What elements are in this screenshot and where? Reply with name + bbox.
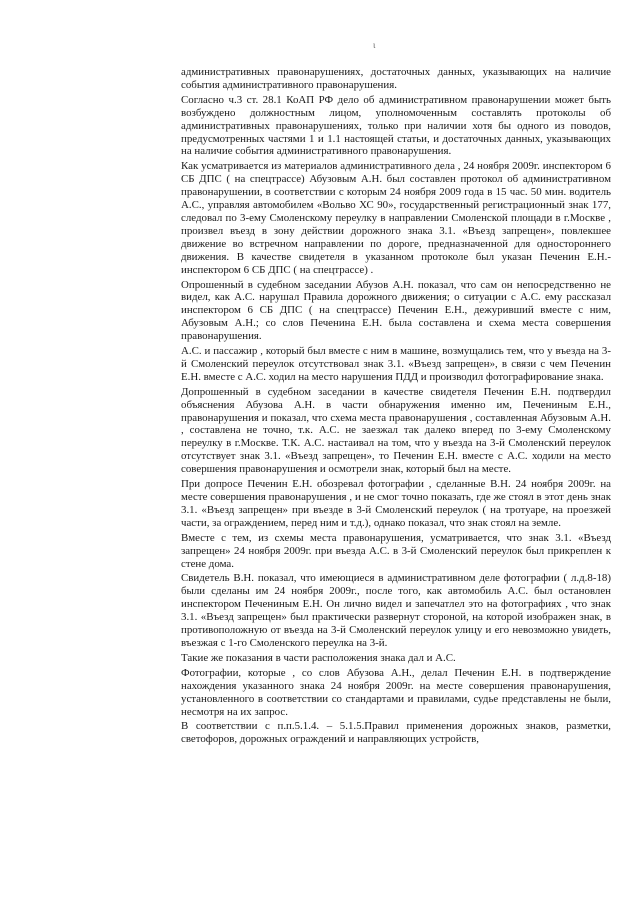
paragraph-9: Свидетель В.Н. показал, что имеющиеся в административном деле фотографии ( л.д.8-18) были сделаны им 24 ноября 2009г., после того, как автомобиль А.С. был остановлен инспектором Печениным Е.Н. Он лично видел и запечатлел это на фотографиях , что знак 3.1. «Въезд запрещен» был практически развернут стороной, на которой изображен знак, в противоположную от въезда на 3-й Смоленский переулок улицу и его невозможно увидеть, въезжая с 1-го Смоленского переулка на 3-й.	[181, 572, 611, 649]
paragraph-10: Такие же показания в части расположения знака дал и А.С.	[181, 651, 456, 664]
paragraph-5: А.С. и пассажир , который был вместе с ним в машине, возмущались тем, что у въезда на 3-й Смоленский переулок отсутствовал знак 3.1. «Въезд запрещен», в связи с чем Печенин Е.Н. вместе с А.С. ходил на место нарушения ПДД и производил фотографирование знака.	[181, 345, 611, 383]
paragraph-4: Опрошенный в судебном заседании Абузов А.Н. показал, что сам он непосредственно не видел, как А.С. нарушал Правила дорожного движения; о ситуации с А.С. ему рассказал инспектором 6 СБ ДПС ( на спецтрассе) Печенин Е.Н., дежуривший вместе с ним, Абузовым А.Н.; со слов Печенина Е.Н. была составлена и схема места совершения правонарушения.	[181, 278, 611, 343]
document-body	[181, 66, 611, 746]
paragraph-1: административных правонарушениях, достаточных данных, указывающих на наличие события административного правонарушения.	[181, 66, 611, 91]
page-mark: ι	[373, 40, 376, 50]
paragraph-8: Вместе с тем, из схемы места правонарушения, усматривается, что знак 3.1. «Въезд запрещен» 24 ноября 2009г. при въезда А.С. в 3-й Смоленский переулок был прикреплен к стене дома.	[181, 531, 611, 570]
paragraph-7: При допросе Печенин Е.Н. обозревал фотографии , сделанные В.Н. 24 ноября 2009г. на месте совершения правонарушения , и не смог точно показать, где же стоял в этот день знак 3.1. «Въезд запрещен» при въезде в 3-й Смоленский переулок ( на тротуаре, на проезжей части, за ограждением, перед ним и т.д.), однако показал, что знак стоял на земле.	[181, 478, 611, 529]
paragraph-3: Как усматривается из материалов административного дела , 24 ноября 2009г. инспектором 6 СБ ДПС ( на спецтрассе) Абузовым А.Н. был составлен протокол об административном правонарушении, в соответствии с которым 24 ноября 2009 года в 15 час. 50 мин. водитель А.С., управляя автомобилем «Вольво ХС 90», государственный регистрационный знак 177, следовал по 3-ему Смоленскому переулку в направлении Смоленской площади в г.Москве , произвел въезд в зону действии дорожного знака 3.1. «Въезд запрещен», повлекшее движение во встречном направлении по дороге, предназначенной для одностороннего движения. В качестве свидетеля в указанном протоколе был указан Печенин Е.Н.- инспектором 6 СБ ДПС ( на спецтрассе) .	[181, 160, 611, 276]
paragraph-12: В соответствии с п.п.5.1.4. – 5.1.5.Правил применения дорожных знаков, разметки, светофоров, дорожных ограждений и направляющих устройств,	[181, 720, 611, 746]
paragraph-2: Согласно ч.3 ст. 28.1 КоАП РФ дело об административном правонарушении может быть возбуждено должностным лицом, уполномоченным составлять протоколы об административных правонарушениях, только при наличии хотя бы одного из поводов, предусмотренных частями 1 и 1.1 настоящей статьи, и достаточных данных, указывающих на наличие события административного правонарушения.	[181, 93, 611, 158]
paragraph-11: Фотографии, которые , со слов Абузова А.Н., делал Печенин Е.Н. в подтверждение нахождения указанного знака 24 ноября 2009г. на месте совершения правонарушения, установленного в соответствии со стандартами и правилами, судье представлены не были, несмотря на их запрос.	[181, 666, 611, 718]
paragraph-6: Допрошенный в судебном заседании в качестве свидетеля Печенин Е.Н. подтвердил объяснения Абузова А.Н. в части обнаружения именно им, Печениным Е.Н., правонарушения и показал, что схема места правонарушения , составленная Абузовым А.Н. , составлена не точно, т.к. А.С. не заезжал так далеко вперед по 3-ему Смоленскому переулку в г.Москве. Т.К. А.С. настаивал на том, что у въезда на 3-й Смоленский переулок отсутствует знак 3.1. «Въезд запрещен», то Печенин Е.Н. вместе с А.С. ходили на место совершения правонарушения и осмотрели знак, который был на месте.	[181, 385, 611, 476]
